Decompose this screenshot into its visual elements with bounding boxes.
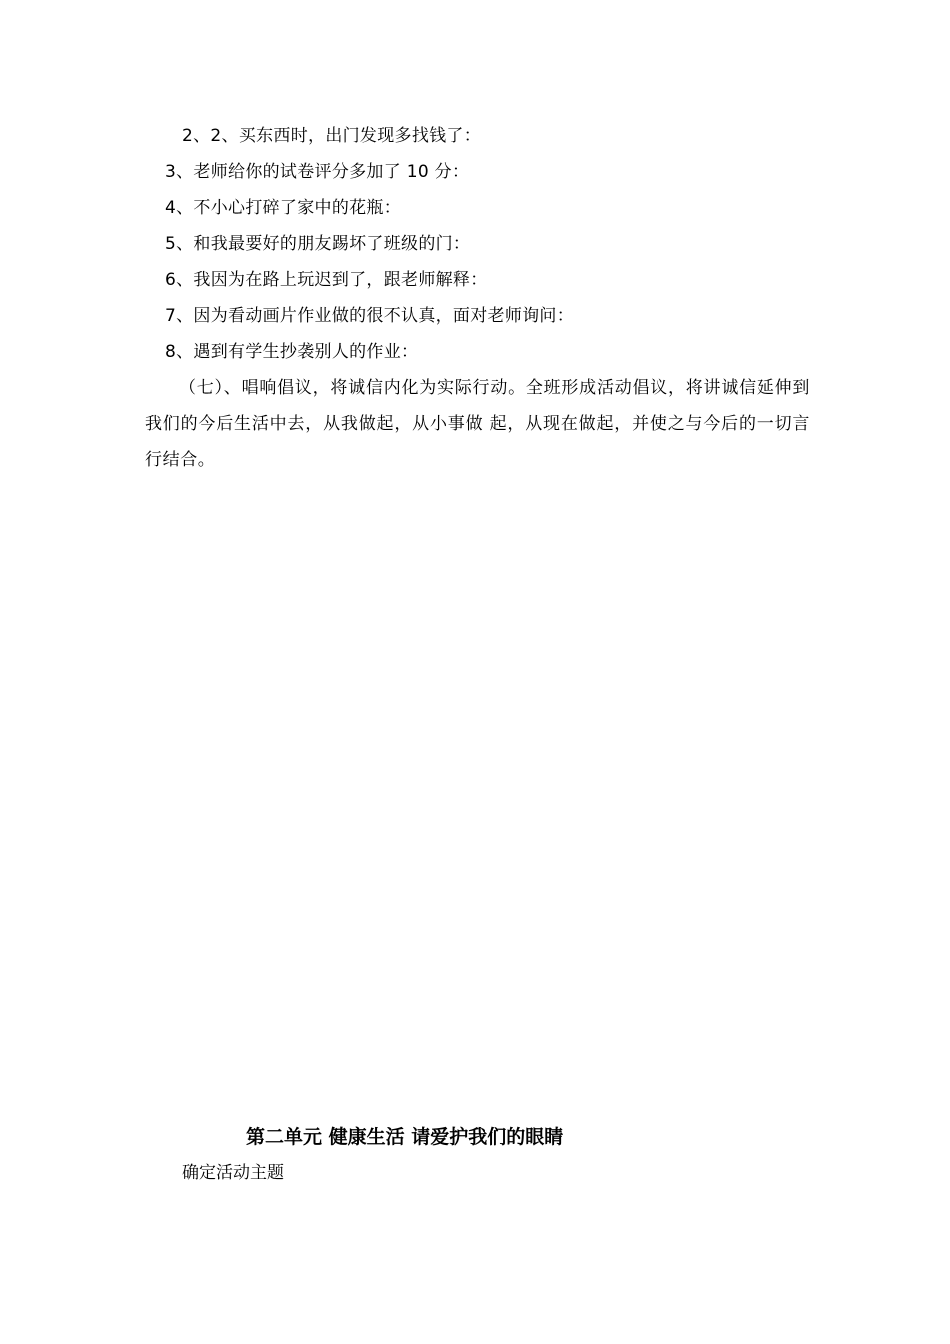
list-item: 6、我因为在路上玩迟到了，跟老师解释： xyxy=(165,270,488,290)
unit-heading: 第二单元 健康生活 请爱护我们的眼睛 xyxy=(246,1126,564,1148)
list-item: 2、2、买东西时，出门发现多找钱了： xyxy=(182,126,482,146)
list-item: 8、遇到有学生抄袭别人的作业： xyxy=(165,342,419,362)
body-paragraph: （七）、唱响倡议，将诚信内化为实际行动。全班形成活动倡议，将讲诚信延伸到我们的今后生活中去，从我做起，从小事做 起，从现在做起，并使之与今后的一切言行结合。 xyxy=(145,378,810,470)
list-item: 5、和我最要好的朋友踢坏了班级的门： xyxy=(165,234,471,254)
list-item: 7、因为看动画片作业做的很不认真，面对老师询问： xyxy=(165,306,575,326)
list-item: 4、不小心打碎了家中的花瓶： xyxy=(165,198,402,218)
section-subheading: 确定活动主题 xyxy=(182,1163,284,1183)
list-item: 3、老师给你的试卷评分多加了 10 分： xyxy=(165,162,470,182)
